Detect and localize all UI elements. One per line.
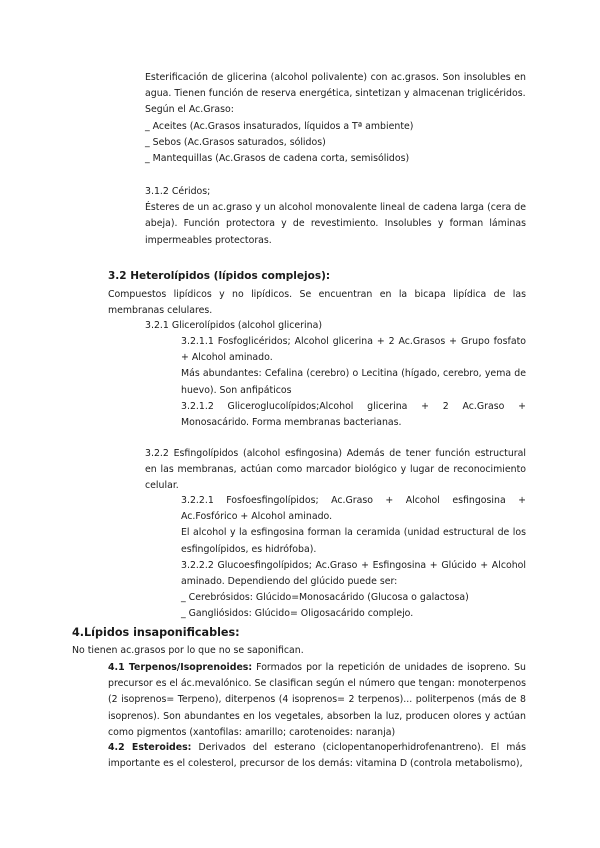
list-item-gangliosidos: _ Gangliósidos: Glúcido= Oligosacárido complejo. bbox=[181, 608, 414, 620]
fosfogliceridos-text: 3.2.1.1 Fosfoglicéridos; Alcohol glicerina + 2 Ac.Grasos + Grupo fosfato + Alcohol aminado. bbox=[181, 336, 526, 364]
fosfoesfingolipidos-text: 3.2.2.1 Fosfoesfingolípidos; Ac.Graso + Alcohol esfingosina + Ac.Fosfórico + Alcohol aminado. bbox=[181, 495, 526, 523]
ceridos-title: 3.1.2 Céridos; bbox=[145, 186, 211, 197]
terpenos-title: 4.1 Terpenos/Isoprenoides: bbox=[108, 662, 253, 673]
esteroides-paragraph bbox=[108, 740, 526, 772]
glicerolipidos-title: 3.2.1 Glicerolípidos (alcohol glicerina) bbox=[145, 320, 322, 331]
fosfoesfingolipidos-more: El alcohol y la esfingosina forman la ceramida (unidad estructural de los esfingolípidos, es hidrófoba). bbox=[181, 527, 526, 555]
ceridos-block bbox=[145, 184, 526, 249]
esfingolipidos-text: 3.2.2 Esfingolípidos (alcohol esfingosina) Además de tener función estructural en las membranas, actúan como marcador biológico y lugar de reconocimiento celular. bbox=[145, 448, 526, 492]
esteroides-title: 4.2 Esteroides: bbox=[108, 742, 192, 753]
esteroides-text: Derivados del esterano (ciclopentanoperhidrofenantreno). El más importante es el colesterol, precursor de los demás: vitamina D (controla metabolismo), bbox=[108, 742, 526, 770]
esterificacion-text: Esterificación de glicerina (alcohol polivalente) con ac.grasos. Son insolubles en agua. Tienen función de reserva energética, sintetizan y almacenan triglicéridos. bbox=[145, 72, 526, 100]
fosfogliceridos-more: Más abundantes: Cefalina (cerebro) o Lecitina (hígado, cerebro, yema de huevo). Son anfipáticos bbox=[181, 368, 526, 396]
heterolipidos-heading: 3.2 Heterolípidos (lípidos complejos): bbox=[108, 270, 331, 282]
list-item-cerebrosidos: _ Cerebrósidos: Glúcido=Monosacárido (Glucosa o galactosa) bbox=[181, 592, 469, 604]
terpenos-text: Formados por la repetición de unidades de isopreno. Su precursor es el ác.mevalónico. Se clasifican según el número que tengan: monoterpenos (2 isoprenos= Terpeno), diterpenos (4 isoprenos= 2 terpenos)... politerpenos (más de 8 isoprenos). Son abundantes en los vegetales, absorben la luz, producen olores y actúan como pigmentos (xantofilas: amarillo; carotenoides: naranja) bbox=[108, 662, 526, 738]
heterolipidos-text: Compuestos lipídicos y no lipídicos. Se encuentran en la bicapa lipídica de las membranas celulares. bbox=[108, 289, 526, 317]
esfingolipidos-sub-block bbox=[181, 493, 526, 623]
list-item-aceites: _ Aceites (Ac.Grasos insaturados, líquidos a Tª ambiente) bbox=[145, 120, 414, 132]
insaponificables-text: No tienen ac.grasos por lo que no se saponifican. bbox=[72, 645, 304, 656]
gliceroglucolipidos-text: 3.2.1.2 Gliceroglucolípidos;Alcohol glicerina + 2 Ac.Graso + Monosacárido. Forma membranas bacterianas. bbox=[181, 400, 526, 429]
glucoesfingolipidos-text: 3.2.2.2 Glucoesfingolípidos; Ac.Graso + Esfingosina + Glúcido + Alcohol aminado. Dependiendo del glúcido puede ser: bbox=[181, 559, 526, 588]
ceridos-text: Ésteres de un ac.graso y un alcohol monovalente lineal de cadena larga (cera de abeja). Función protectora y de revestimiento. Insolubles y forman láminas impermeables protectoras. bbox=[145, 202, 526, 246]
terpenos-paragraph bbox=[108, 660, 526, 741]
list-item-mantequillas: _ Mantequillas (Ac.Grasos de cadena corta, semisólidos) bbox=[145, 153, 410, 165]
esterificacion-block bbox=[145, 70, 526, 167]
segun-ac-graso: Según el Ac.Graso: bbox=[145, 104, 234, 116]
list-item-sebos: _ Sebos (Ac.Grasos saturados, sólidos) bbox=[145, 136, 326, 148]
insaponificables-heading: 4.Lípidos insaponificables: bbox=[72, 626, 240, 639]
glicerolipidos-sub-block bbox=[181, 334, 526, 431]
